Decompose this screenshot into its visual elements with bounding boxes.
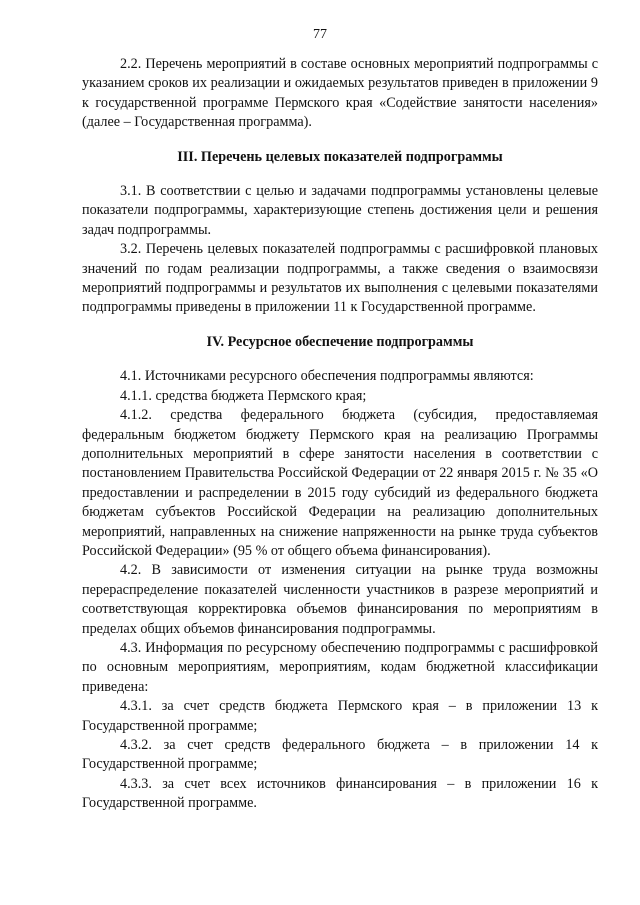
- paragraph-4-3-2: 4.3.2. за счет средств федерального бюджета – в приложении 14 к Государственной программе;: [82, 737, 598, 773]
- paragraph-4-1-2: 4.1.2. средства федерального бюджета (субсидия, предоставляемая федеральным бюджетом бюджету Пермского края на реализацию Программы дополнительных мероприятий в сфере занятости населения в соответствии с постановлением Правительства Российской Федерации от 22 января 2015 г. № 35 «О предоставлении и распределении в 2015 году субсидий из федерального бюджета бюджетам субъектов Российской Федерации на реализацию дополнительных мероприятий, направленных на снижение напряженности на рынке труда субъектов Российской Федерации» (95 % от общего объема финансирования).: [82, 407, 598, 559]
- paragraph-3-1: 3.1. В соответствии с целью и задачами подпрограммы установлены целевые показатели подпрограммы, характеризующие степень достижения цели и решения задач подпрограммы.: [82, 183, 598, 238]
- document-body: [82, 55, 598, 814]
- paragraph-4-1: 4.1. Источниками ресурсного обеспечения подпрограммы являются:: [120, 368, 534, 385]
- paragraph-2-2: 2.2. Перечень мероприятий в составе основных мероприятий подпрограммы с указанием сроков их реализации и ожидаемых результатов приведен в приложении 9 к государственной программе Пермского края «Содействие занятости населения» (далее – Государственная программа).: [82, 56, 598, 131]
- paragraph-4-3-1: 4.3.1. за счет средств бюджета Пермского края – в приложении 13 к Государственной программе;: [82, 698, 598, 734]
- paragraph-4-2: 4.2. В зависимости от изменения ситуации на рынке труда возможны перераспределение показателей численности участников в разрезе мероприятий и соответствующая корректировка объемов финансирования по мероприятиям в пределах общих объемов финансирования подпрограммы.: [82, 562, 598, 637]
- paragraph-4-3-3: 4.3.3. за счет всех источников финансирования – в приложении 16 к Государственной программе.: [82, 775, 598, 812]
- paragraph-4-1-1: 4.1.1. средства бюджета Пермского края;: [120, 387, 367, 404]
- section-heading-iii: III. Перечень целевых показателей подпрограммы: [177, 148, 503, 165]
- paragraph-3-2: 3.2. Перечень целевых показателей подпрограммы с расшифровкой плановых значений по годам реализации подпрограммы, а также сведения о взаимосвязи мероприятий подпрограммы и результатов их выполнения с целевыми показателями подпрограммы приведены в приложении 11 к Государственной программе.: [82, 241, 598, 316]
- page-number: 77: [313, 27, 327, 42]
- section-heading-iv: IV. Ресурсное обеспечение подпрограммы: [206, 333, 474, 350]
- paragraph-4-3: 4.3. Информация по ресурсному обеспечению подпрограммы с расшифровкой по основным мероприятиям, мероприятиям, кодам бюджетной классификации приведена:: [82, 639, 598, 695]
